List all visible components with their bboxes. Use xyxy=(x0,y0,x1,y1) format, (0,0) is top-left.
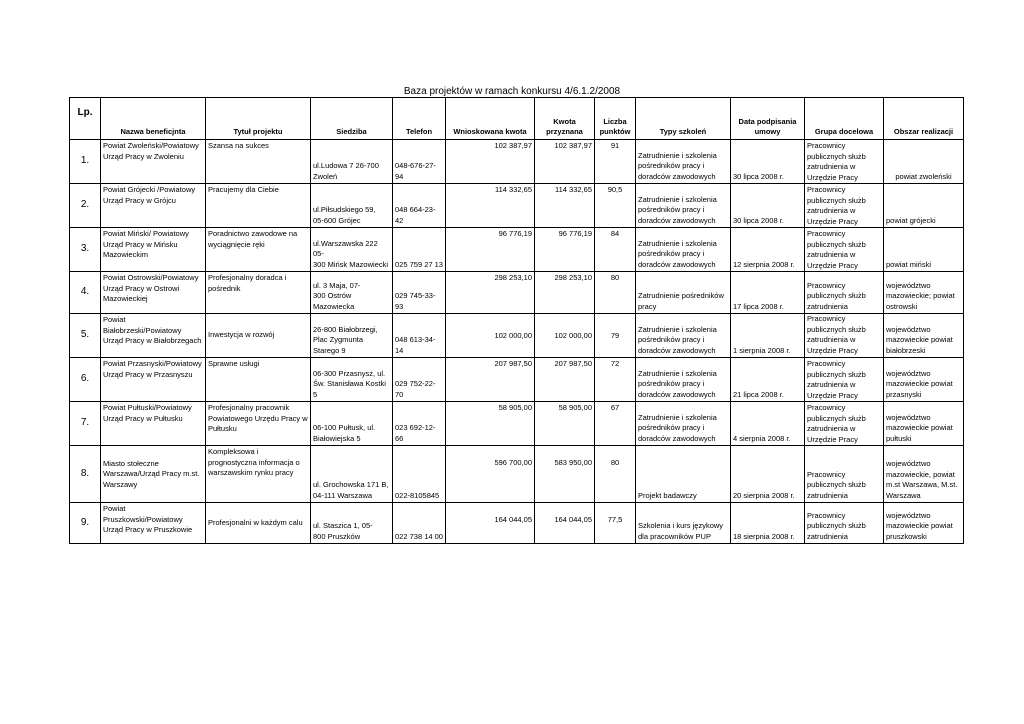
table-row xyxy=(70,503,964,544)
cell-siedziba: ul. Grochowska 171 B, 04-111 Warszawa xyxy=(311,446,393,503)
cell-tytul: Profesjonalny pracownik Powiatowego Urzędu Pracy w Pułtusku xyxy=(206,402,311,446)
cell-grupa: Pracownicy publicznych służb zatrudnienia w Urzędzie Pracy xyxy=(805,402,884,446)
cell-typy: Zatrudnienie i szkolenia pośredników pracy i doradców zawodowych xyxy=(636,140,731,184)
col-telefon-header: Telefon xyxy=(393,98,446,140)
col-beneficjent-header: Nazwa beneficjnta xyxy=(101,98,206,140)
cell-punkty: 84 xyxy=(595,228,636,272)
col-wnioskowana-header: Wnioskowana kwota xyxy=(446,98,535,140)
col-tytul-header: Tytuł projektu xyxy=(206,98,311,140)
cell-grupa: Pracownicy publicznych służb zatrudnienia w Urzędzie Pracy xyxy=(805,184,884,228)
cell-telefon: 048 613-34-14 xyxy=(393,314,446,358)
cell-telefon: 025 759 27 13 xyxy=(393,228,446,272)
col-przyznana-header: Kwota przyznana xyxy=(535,98,595,140)
cell-przyznana: 96 776,19 xyxy=(535,228,595,272)
cell-obszar: województwo mazowieckie powiat pułtuski xyxy=(884,402,964,446)
cell-data: 1 sierpnia 2008 r. xyxy=(731,314,805,358)
cell-wnioskowana: 298 253,10 xyxy=(446,272,535,314)
table-row xyxy=(70,228,964,272)
col-punkty-header: Liczba punktów xyxy=(595,98,636,140)
cell-punkty: 80 xyxy=(595,446,636,503)
cell-telefon: 029 745-33-93 xyxy=(393,272,446,314)
cell-telefon: 022-8105845 xyxy=(393,446,446,503)
cell-telefon: 048 664-23-42 xyxy=(393,184,446,228)
cell-data: 20 sierpnia 2008 r. xyxy=(731,446,805,503)
cell-typy: Szkolenia i kurs językowy dla pracowników PUP xyxy=(636,503,731,544)
cell-tytul: Poradnictwo zawodowe na wyciągnięcie ręki xyxy=(206,228,311,272)
cell-punkty: 72 xyxy=(595,358,636,402)
cell-siedziba: 26-800 Białobrzegi, Plac Zygmunta Starego 9 xyxy=(311,314,393,358)
col-siedziba-header: Siedziba xyxy=(311,98,393,140)
cell-grupa: Pracownicy publicznych służb zatrudnienia xyxy=(805,446,884,503)
cell-typy: Zatrudnienie i szkolenia pośredników pracy i doradców zawodowych xyxy=(636,184,731,228)
cell-przyznana: 102 000,00 xyxy=(535,314,595,358)
cell-data: 30 lipca 2008 r. xyxy=(731,140,805,184)
cell-lp: 8. xyxy=(70,446,101,503)
cell-punkty: 79 xyxy=(595,314,636,358)
cell-obszar: powiat miński xyxy=(884,228,964,272)
cell-tytul: Sprawne usługi xyxy=(206,358,311,402)
cell-telefon: 048-676-27-94 xyxy=(393,140,446,184)
cell-wnioskowana: 96 776,19 xyxy=(446,228,535,272)
cell-lp: 6. xyxy=(70,358,101,402)
cell-wnioskowana: 102 387,97 xyxy=(446,140,535,184)
table-row xyxy=(70,272,964,314)
cell-data: 4 sierpnia 2008 r. xyxy=(731,402,805,446)
cell-grupa: Pracownicy publicznych służb zatrudnienia w Urzędzie Pracy xyxy=(805,358,884,402)
table-row xyxy=(70,314,964,358)
cell-siedziba: ul.Warszawska 222 05- 300 Mińsk Mazowiecki xyxy=(311,228,393,272)
cell-grupa: Pracownicy publicznych służb zatrudnienia w Urzędzie Pracy xyxy=(805,140,884,184)
cell-obszar: województwo mazowieckie powiat przasnyski xyxy=(884,358,964,402)
cell-typy: Projekt badawczy xyxy=(636,446,731,503)
cell-lp: 7. xyxy=(70,402,101,446)
cell-punkty: 77,5 xyxy=(595,503,636,544)
col-obszar-header: Obszar realizacji xyxy=(884,98,964,140)
cell-tytul: Profesjonalny doradca i pośrednik xyxy=(206,272,311,314)
cell-grupa: Pracownicy publicznych służb zatrudnienia w Urzędzie Pracy xyxy=(805,314,884,358)
cell-punkty: 90,5 xyxy=(595,184,636,228)
table-row xyxy=(70,402,964,446)
cell-data: 12 sierpnia 2008 r. xyxy=(731,228,805,272)
cell-siedziba: ul. 3 Maja, 07- 300 Ostrów Mazowiecka xyxy=(311,272,393,314)
cell-tytul: Szansa na sukces xyxy=(206,140,311,184)
cell-przyznana: 207 987,50 xyxy=(535,358,595,402)
cell-obszar: województwo mazowieckie powiat białobrzeski xyxy=(884,314,964,358)
cell-lp: 1. xyxy=(70,140,101,184)
col-grupa-header: Grupa docelowa xyxy=(805,98,884,140)
table-row xyxy=(70,140,964,184)
cell-grupa: Pracownicy publicznych służb zatrudnienia w Urzędzie Pracy xyxy=(805,228,884,272)
cell-data: 17 lipca 2008 r. xyxy=(731,272,805,314)
cell-obszar: województwo mazowieckie, powiat m.st Warszawa, M.st. Warszawa xyxy=(884,446,964,503)
cell-data: 18 sierpnia 2008 r. xyxy=(731,503,805,544)
document-title: Baza projektów w ramach konkursu 4/6.1.2/2008 xyxy=(403,86,621,97)
cell-beneficjent: Powiat Grójecki /Powiatowy Urząd Pracy w Grójcu xyxy=(101,184,206,228)
cell-tytul: Profesjonalni w każdym calu xyxy=(206,503,311,544)
cell-beneficjent: Powiat Pruszkowski/Powiatowy Urząd Pracy w Pruszkowie xyxy=(101,503,206,544)
cell-obszar: powiat zwoleński xyxy=(884,140,964,184)
cell-beneficjent: Powiat Białobrzeski/Powiatowy Urząd Pracy w Białobrzegach xyxy=(101,314,206,358)
cell-punkty: 80 xyxy=(595,272,636,314)
cell-przyznana: 298 253,10 xyxy=(535,272,595,314)
cell-typy: Zatrudnienie i szkolenia pośredników pracy i doradców zawodowych xyxy=(636,358,731,402)
cell-przyznana: 164 044,05 xyxy=(535,503,595,544)
cell-wnioskowana: 164 044,05 xyxy=(446,503,535,544)
cell-lp: 3. xyxy=(70,228,101,272)
col-data-header: Data podpisania umowy xyxy=(731,98,805,140)
cell-siedziba: ul.Piłsudskiego 59, 05-600 Grójec xyxy=(311,184,393,228)
cell-beneficjent: Powiat Przasnyski/Powiatowy Urząd Pracy w Przasnyszu xyxy=(101,358,206,402)
cell-typy: Zatrudnienie i szkolenia pośredników pracy i doradców zawodowych xyxy=(636,314,731,358)
cell-tytul: Pracujemy dla Ciebie xyxy=(206,184,311,228)
cell-punkty: 67 xyxy=(595,402,636,446)
cell-data: 30 lipca 2008 r. xyxy=(731,184,805,228)
table-row xyxy=(70,446,964,503)
cell-tytul: Kompleksowa i prognostyczna informacja o warszawskim rynku pracy xyxy=(206,446,311,503)
cell-lp: 4. xyxy=(70,272,101,314)
cell-siedziba: ul. Staszica 1, 05- 800 Pruszków xyxy=(311,503,393,544)
cell-wnioskowana: 58 905,00 xyxy=(446,402,535,446)
cell-obszar: województwo mazowieckie powiat pruszkowski xyxy=(884,503,964,544)
cell-wnioskowana: 207 987,50 xyxy=(446,358,535,402)
cell-tytul: Inwestycja w rozwój xyxy=(206,314,311,358)
cell-wnioskowana: 114 332,65 xyxy=(446,184,535,228)
cell-wnioskowana: 596 700,00 xyxy=(446,446,535,503)
cell-beneficjent: Powiat Miński/ Powiatowy Urząd Pracy w Mińsku Mazowieckim xyxy=(101,228,206,272)
table-row xyxy=(70,358,964,402)
cell-przyznana: 583 950,00 xyxy=(535,446,595,503)
cell-obszar: powiat grójecki xyxy=(884,184,964,228)
cell-grupa: Pracownicy publicznych służb zatrudnienia xyxy=(805,503,884,544)
header-row xyxy=(70,98,964,140)
cell-telefon: 029 752-22-70 xyxy=(393,358,446,402)
cell-przyznana: 114 332,65 xyxy=(535,184,595,228)
cell-lp: 5. xyxy=(70,314,101,358)
cell-grupa: Pracownicy publicznych służb zatrudnienia xyxy=(805,272,884,314)
col-lp-header: Lp. xyxy=(70,98,101,140)
cell-lp: 2. xyxy=(70,184,101,228)
cell-telefon: 023 692-12-66 xyxy=(393,402,446,446)
cell-beneficjent: Powiat Zwoleński/Powiatowy Urząd Pracy w Zwoleniu xyxy=(101,140,206,184)
cell-typy: Zatrudnienie i szkolenia pośredników pracy i doradców zawodowych xyxy=(636,228,731,272)
cell-beneficjent: Powiat Pułtuski/Powiatowy Urząd Pracy w Pułtusku xyxy=(101,402,206,446)
cell-data: 21 lipca 2008 r. xyxy=(731,358,805,402)
cell-beneficjent: Powiat Ostrowski/Powiatowy Urząd Pracy w Ostrowi Mazowieckiej xyxy=(101,272,206,314)
cell-telefon: 022 738 14 00 xyxy=(393,503,446,544)
col-typy-header: Typy szkoleń xyxy=(636,98,731,140)
table-row xyxy=(70,184,964,228)
cell-siedziba: ul.Ludowa 7 26-700 Zwoleń xyxy=(311,140,393,184)
cell-siedziba: 06-300 Przasnysz, ul. Św. Stanisława Kostki 5 xyxy=(311,358,393,402)
cell-obszar: województwo mazowieckie; powiat ostrowski xyxy=(884,272,964,314)
cell-lp: 9. xyxy=(70,503,101,544)
cell-typy: Zatrudnienie pośredników pracy xyxy=(636,272,731,314)
cell-przyznana: 102 387,97 xyxy=(535,140,595,184)
cell-przyznana: 58 905,00 xyxy=(535,402,595,446)
cell-punkty: 91 xyxy=(595,140,636,184)
cell-wnioskowana: 102 000,00 xyxy=(446,314,535,358)
cell-typy: Zatrudnienie i szkolenia pośredników pracy i doradców zawodowych xyxy=(636,402,731,446)
cell-siedziba: 06-100 Pułtusk, ul. Białowiejska 5 xyxy=(311,402,393,446)
cell-beneficjent: Miasto stołeczne Warszawa/Urząd Pracy m.st. Warszawy xyxy=(101,446,206,503)
projects-table xyxy=(69,97,964,544)
